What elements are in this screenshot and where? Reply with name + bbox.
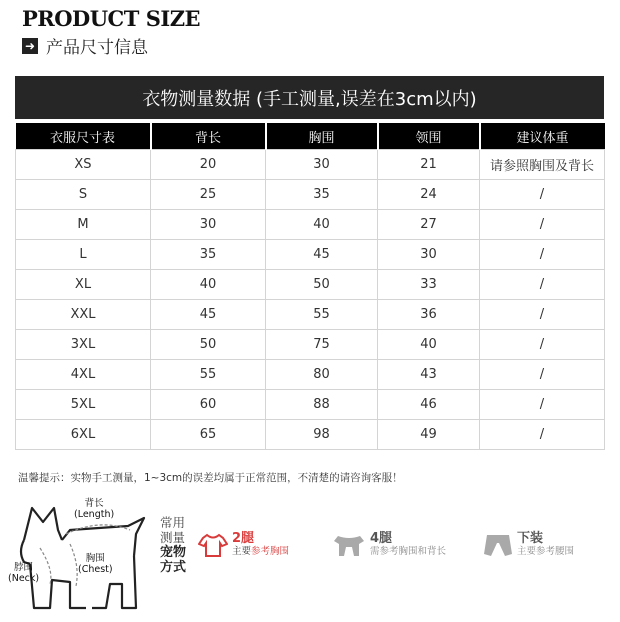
measure-method-label xyxy=(160,515,186,575)
cell-neck: 24 xyxy=(378,180,480,210)
cell-size: M xyxy=(16,210,151,240)
measure-line-4: 方式 xyxy=(160,560,187,575)
table-banner: 衣物测量数据 (手工测量,误差在3cm以内) xyxy=(15,76,604,119)
four-leg-suit-icon xyxy=(332,532,366,558)
option-four-leg-title: 4腿 xyxy=(370,531,393,546)
header-size: 衣服尺寸表 xyxy=(16,123,151,150)
subtitle-row xyxy=(22,33,148,58)
chest-label-en: (Chest) xyxy=(78,564,113,575)
cell-chest: 88 xyxy=(266,390,378,420)
neck-label-cn: 脖围 xyxy=(14,562,34,573)
pants-icon xyxy=(483,532,513,558)
cell-weight: 请参照胸围及背长 xyxy=(480,150,605,180)
back-label-cn: 背长 xyxy=(84,498,104,509)
table-row xyxy=(16,420,605,450)
cell-weight: / xyxy=(480,390,605,420)
cell-neck: 21 xyxy=(378,150,480,180)
cell-neck: 27 xyxy=(378,210,480,240)
cell-chest: 80 xyxy=(266,360,378,390)
cell-neck: 46 xyxy=(378,390,480,420)
cell-back-length: 30 xyxy=(151,210,266,240)
size-table xyxy=(15,123,605,450)
option-pants-title: 下装 xyxy=(517,531,544,546)
cell-neck: 49 xyxy=(378,420,480,450)
cell-chest: 98 xyxy=(266,420,378,450)
neck-label-en: (Neck) xyxy=(8,573,40,584)
cell-weight: / xyxy=(480,270,605,300)
cell-back-length: 65 xyxy=(151,420,266,450)
option-two-leg-highlight: 参考胸围 xyxy=(251,546,290,557)
header-weight: 建议体重 xyxy=(480,123,605,150)
cell-chest: 45 xyxy=(266,240,378,270)
cell-weight: / xyxy=(480,210,605,240)
option-two-leg-title: 2腿 xyxy=(232,531,255,546)
cell-chest: 75 xyxy=(266,330,378,360)
table-row xyxy=(16,210,605,240)
cell-neck: 40 xyxy=(378,330,480,360)
cell-size: XS xyxy=(16,150,151,180)
cell-chest: 30 xyxy=(266,150,378,180)
option-four-leg-desc: 需参考胸围和背长 xyxy=(370,546,447,557)
header-chest: 胸围 xyxy=(266,123,378,150)
cell-neck: 30 xyxy=(378,240,480,270)
cell-size: L xyxy=(16,240,151,270)
cell-weight: / xyxy=(480,330,605,360)
cell-size: XL xyxy=(16,270,151,300)
two-leg-shirt-icon xyxy=(198,532,228,558)
option-four-leg-text xyxy=(370,532,446,558)
measure-line-2: 测量 xyxy=(160,530,186,545)
cell-size: S xyxy=(16,180,151,210)
table-row xyxy=(16,180,605,210)
option-pants xyxy=(483,532,574,558)
table-header-row xyxy=(16,123,605,150)
table-row xyxy=(16,360,605,390)
cell-back-length: 55 xyxy=(151,360,266,390)
cell-back-length: 35 xyxy=(151,240,266,270)
cell-size: 5XL xyxy=(16,390,151,420)
table-row xyxy=(16,240,605,270)
measurement-note: 温馨提示：实物手工测量，1~3cm的误差均属于正常范围，不清楚的请咨询客服！ xyxy=(18,472,403,484)
measure-line-1: 常用 xyxy=(160,515,186,530)
cell-chest: 35 xyxy=(266,180,378,210)
back-label-en: (Length) xyxy=(74,509,115,520)
table-row xyxy=(16,330,605,360)
cell-size: 6XL xyxy=(16,420,151,450)
header-back-length: 背长 xyxy=(151,123,266,150)
table-row xyxy=(16,150,605,180)
chest-label xyxy=(78,553,113,575)
cell-size: 3XL xyxy=(16,330,151,360)
table-row xyxy=(16,390,605,420)
option-four-leg xyxy=(332,532,446,558)
option-two-leg-text xyxy=(232,532,289,558)
cell-back-length: 50 xyxy=(151,330,266,360)
header-neck: 领围 xyxy=(378,123,480,150)
cell-weight: / xyxy=(480,360,605,390)
measure-line-3: 宠物 xyxy=(160,545,187,560)
option-pants-text xyxy=(517,532,574,558)
cell-chest: 55 xyxy=(266,300,378,330)
cell-back-length: 25 xyxy=(151,180,266,210)
option-two-leg xyxy=(198,532,289,558)
arrow-right-icon: ➜ xyxy=(22,38,38,54)
cell-size: 4XL xyxy=(16,360,151,390)
cell-neck: 43 xyxy=(378,360,480,390)
cell-weight: / xyxy=(480,300,605,330)
cell-weight: / xyxy=(480,180,605,210)
neck-label xyxy=(8,562,39,584)
cell-neck: 36 xyxy=(378,300,480,330)
cell-chest: 40 xyxy=(266,210,378,240)
chest-label-cn: 胸围 xyxy=(85,553,105,564)
cell-back-length: 60 xyxy=(151,390,266,420)
cell-chest: 50 xyxy=(266,270,378,300)
page-subtitle: 产品尺寸信息 xyxy=(46,38,148,58)
cell-neck: 33 xyxy=(378,270,480,300)
cell-back-length: 45 xyxy=(151,300,266,330)
cell-weight: / xyxy=(480,420,605,450)
page-title: PRODUCT SIZE xyxy=(22,6,201,31)
table-row xyxy=(16,270,605,300)
cell-back-length: 20 xyxy=(151,150,266,180)
cell-weight: / xyxy=(480,240,605,270)
table-row xyxy=(16,300,605,330)
back-label xyxy=(74,498,114,520)
cell-size: XXL xyxy=(16,300,151,330)
cell-back-length: 40 xyxy=(151,270,266,300)
option-pants-desc: 主要参考腰围 xyxy=(517,546,575,557)
option-two-leg-desc: 主要 xyxy=(232,546,252,557)
